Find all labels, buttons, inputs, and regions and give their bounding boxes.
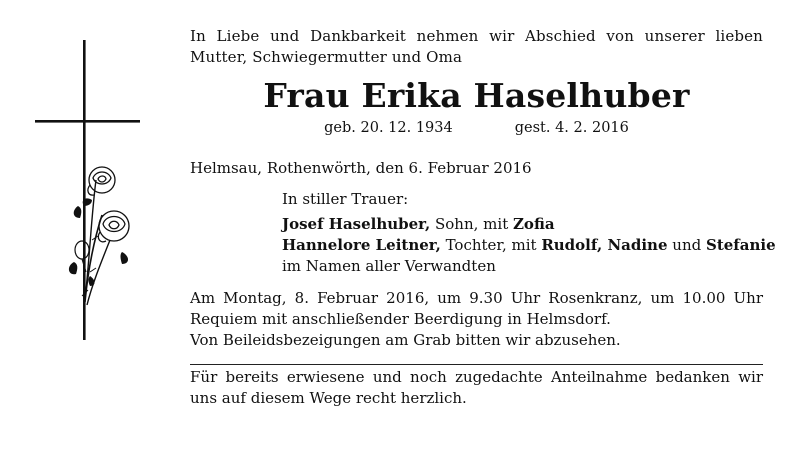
life-dates <box>190 118 763 139</box>
service-details: Am Montag, 8. Februar 2016, um 9.30 Uhr Rosenkranz, um 10.00 Uhr Requiem mit anschließender Beerdigung in Helmsdorf. <box>190 289 763 328</box>
notice-text-column <box>190 26 776 409</box>
mourner-children: Rudolf, Nadine <box>541 236 668 254</box>
cross-with-roses-icon <box>30 40 150 340</box>
mourner-children: Stefanie <box>705 236 776 254</box>
mourner-relation: Sohn, mit <box>430 215 513 233</box>
thanks-text: Für bereits erwiesene und noch zugedachte Anteilnahme bedanken wir uns auf diesem Wege recht herzlich. <box>190 368 763 407</box>
birth-date: geb. 20. 12. 1934 <box>324 120 453 136</box>
place-and-date: Helmsau, Rothenwörth, den 6. Februar 2016 <box>190 159 532 177</box>
condolence-note: Von Beileidsbezeigungen am Grab bitten wir abzusehen. <box>190 331 621 349</box>
intro-text: In Liebe und Dankbarkeit nehmen wir Abschied von unserer lieben Mutter, Schwiegermutter und Oma <box>190 27 763 66</box>
mourner-name: Hannelore Leitner, <box>282 236 441 254</box>
mourner-name: Josef Haselhuber, <box>282 215 431 233</box>
mourner-line-3: im Namen aller Verwandten <box>282 257 496 275</box>
death-date: gest. 4. 2. 2016 <box>514 120 629 136</box>
mourner-conjunction: und <box>667 236 706 254</box>
mourners-block <box>282 189 776 277</box>
mourners-heading: In stiller Trauer: <box>282 190 409 208</box>
deceased-name: Frau Erika Haselhuber <box>263 76 690 115</box>
divider-line <box>190 364 763 365</box>
mourner-relation: Tochter, mit <box>440 236 542 254</box>
mourner-line-2 <box>282 235 776 256</box>
mourner-line-1 <box>282 214 763 235</box>
mourner-partner: Zofia <box>512 215 555 233</box>
service-info <box>190 288 763 351</box>
